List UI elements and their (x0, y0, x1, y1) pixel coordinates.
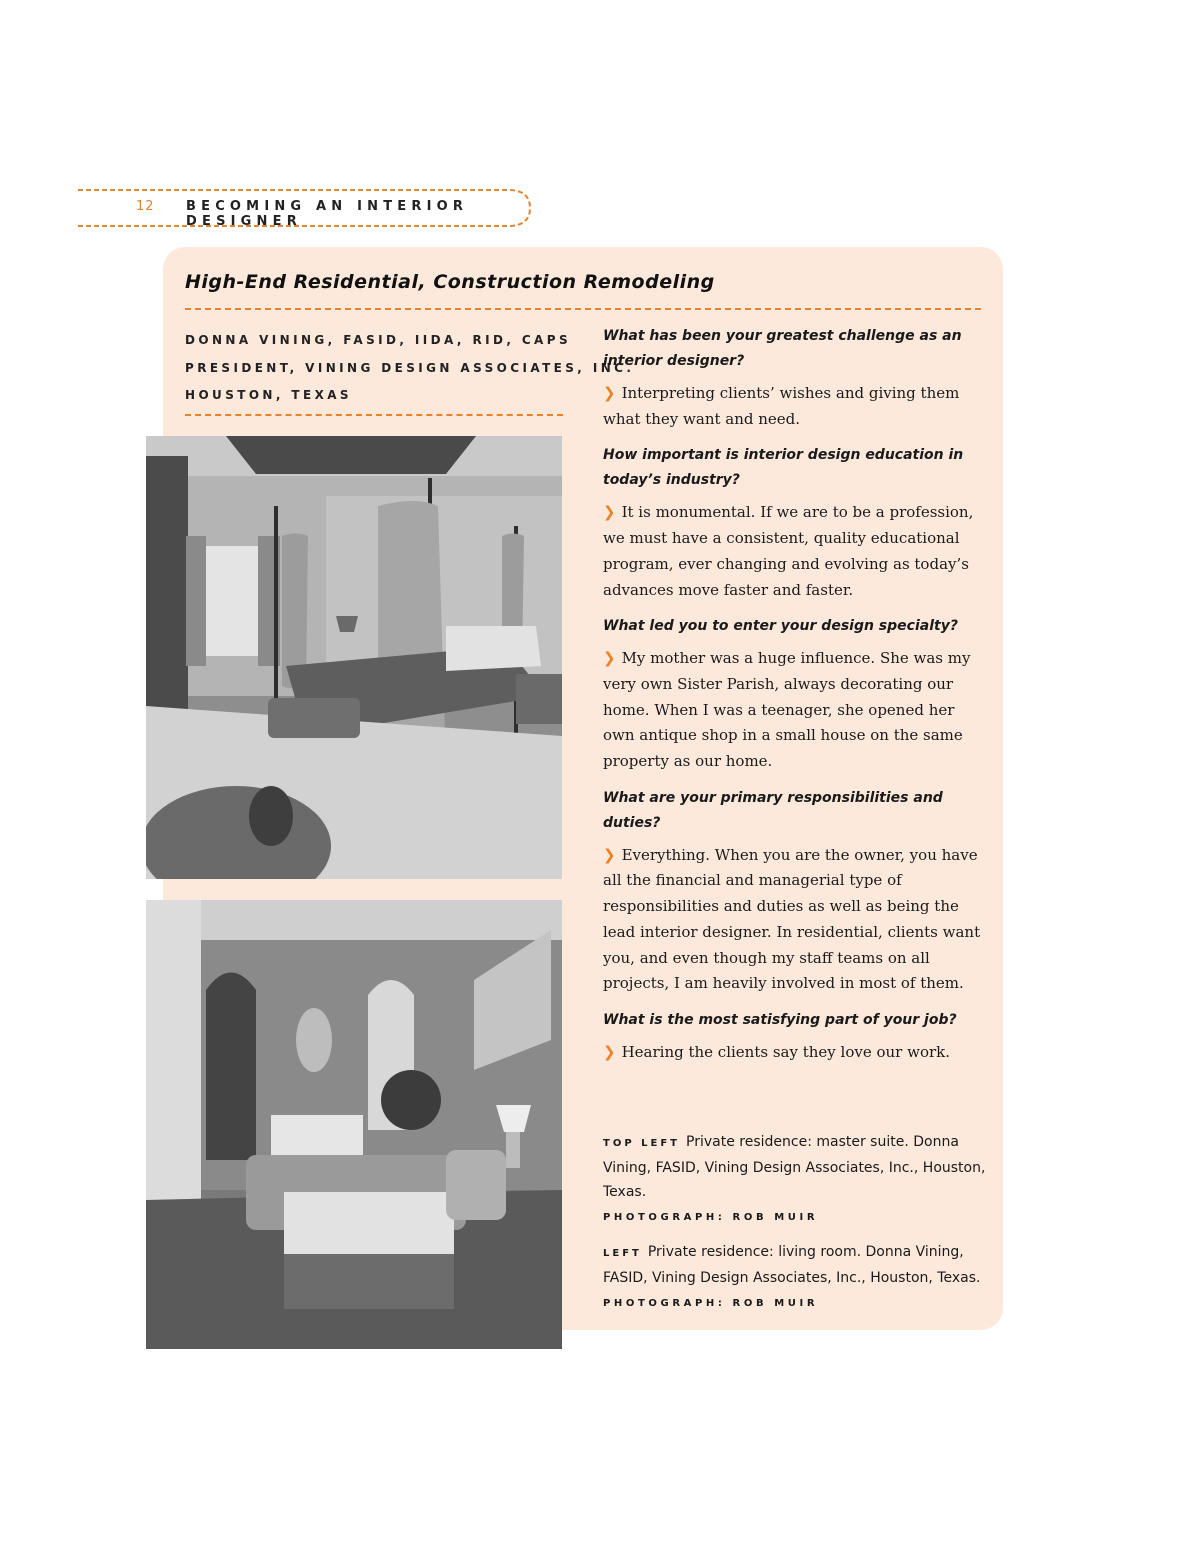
answer (603, 843, 988, 997)
caption-label: TOP LEFT (603, 1138, 680, 1149)
designer-profile (185, 327, 634, 410)
question: What are your primary responsibilities and duties? (603, 789, 943, 831)
photo-credit: PHOTOGRAPH: ROB MUIR (603, 1212, 819, 1223)
question: What is the most satisfying part of your job? (603, 1011, 957, 1028)
running-header (78, 187, 533, 229)
answer-text: My mother was a huge influence. She was my very own Sister Parish, always decorating our home. When I was a teenager, she opened her own antique shop in a small house on the same property as our home. (603, 649, 971, 771)
answer (603, 646, 988, 775)
answer-text: Hearing the clients say they love our work. (621, 1042, 951, 1061)
question: How important is interior design education in today’s industry? (603, 447, 964, 489)
interview (603, 324, 988, 1077)
chevron-right-icon: ❯ (603, 384, 616, 402)
master-suite-photo (146, 436, 562, 879)
chevron-right-icon: ❯ (603, 1042, 616, 1061)
chevron-right-icon: ❯ (603, 649, 616, 668)
photo-credit: PHOTOGRAPH: ROB MUIR (603, 1298, 819, 1309)
chevron-right-icon: ❯ (603, 845, 616, 864)
sidebar-title: High-End Residential, Construction Remodeling (185, 271, 715, 293)
profile-divider (185, 414, 563, 416)
caption (603, 1240, 998, 1290)
answer (603, 500, 988, 603)
question: What has been your greatest challenge as an interior designer? (603, 328, 962, 369)
chevron-right-icon: ❯ (603, 503, 616, 522)
caption-text: Private residence: master suite. Donna Vining, FASID, Vining Design Associates, Inc., Houston, Texas. (603, 1134, 986, 1200)
designer-location: HOUSTON, TEXAS (185, 388, 352, 402)
living-room-photo (146, 900, 562, 1349)
photo-captions (603, 1130, 998, 1326)
book-title: BECOMING AN INTERIOR DESIGNER (186, 199, 469, 229)
caption-text: Private residence: living room. Donna Vining, FASID, Vining Design Associates, Inc., Houston, Texas. (603, 1244, 981, 1286)
answer-text: Interpreting clients’ wishes and giving them what they want and need. (603, 384, 960, 428)
page-number: 12 (136, 199, 155, 214)
caption (603, 1130, 998, 1204)
designer-name: DONNA VINING, FASID, IIDA, RID, CAPS (185, 333, 571, 347)
answer (603, 381, 988, 432)
answer (603, 1040, 988, 1066)
designer-position: PRESIDENT, VINING DESIGN ASSOCIATES, INC. (185, 360, 635, 375)
question: What led you to enter your design specialty? (603, 618, 958, 635)
caption-label: LEFT (603, 1248, 642, 1259)
title-divider (185, 308, 981, 310)
answer-text: Everything. When you are the owner, you have all the financial and managerial type of responsibilities and duties as well as being the lead interior designer. In residential, clients want you, and even though my staff teams on all projects, I am heavily involved in most of them. (603, 845, 981, 993)
answer-text: It is monumental. If we are to be a profession, we must have a consistent, quality educational program, ever changing and evolving as today’s advances move faster and faster. (603, 503, 974, 599)
